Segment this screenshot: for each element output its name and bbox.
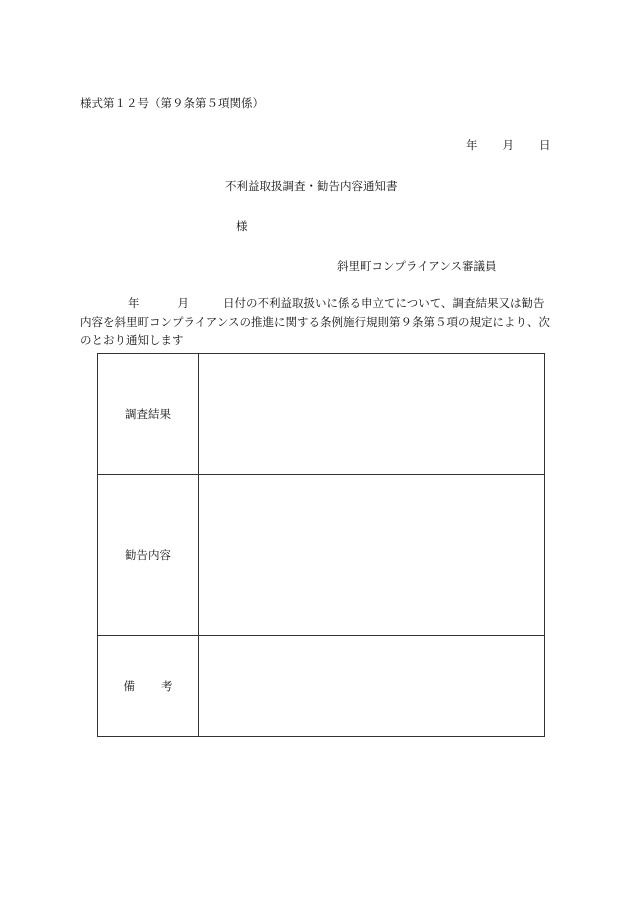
recommendation-field[interactable] [199, 475, 545, 636]
table-row [98, 354, 545, 475]
date-month: 月 [502, 138, 514, 152]
date-year: 年 [466, 138, 478, 152]
notice-table [97, 353, 545, 737]
addressee-suffix: 様 [236, 219, 248, 233]
date-day: 日 [539, 138, 551, 152]
form-number-label: 様式第１２号（第９条第５項関係） [80, 96, 264, 110]
issuer-name: 斜里町コンプライアンス審議員 [337, 259, 497, 273]
investigation-result-field[interactable] [199, 354, 545, 475]
notice-body [80, 294, 555, 350]
table-row [98, 475, 545, 636]
body-month: 月 [177, 296, 189, 310]
body-year: 年 [128, 296, 140, 310]
recommendation-label: 勧告内容 [98, 475, 199, 636]
remarks-char-1: 備 [123, 679, 135, 693]
remarks-field[interactable] [199, 636, 545, 737]
date-line [466, 138, 551, 152]
remarks-char-2: 考 [161, 679, 173, 693]
document-title: 不利益取扱調査・勧告内容通知書 [225, 179, 398, 193]
remarks-label [98, 636, 199, 737]
investigation-result-label: 調査結果 [98, 354, 199, 475]
table-row [98, 636, 545, 737]
body-text: 日付の不利益取扱いに係る申立てについて、調査結果又は勧告内容を斜里町コンプライアンスの推進に関する条例施行規則第９条第５項の規定により、次のとおり通知します [80, 296, 550, 347]
